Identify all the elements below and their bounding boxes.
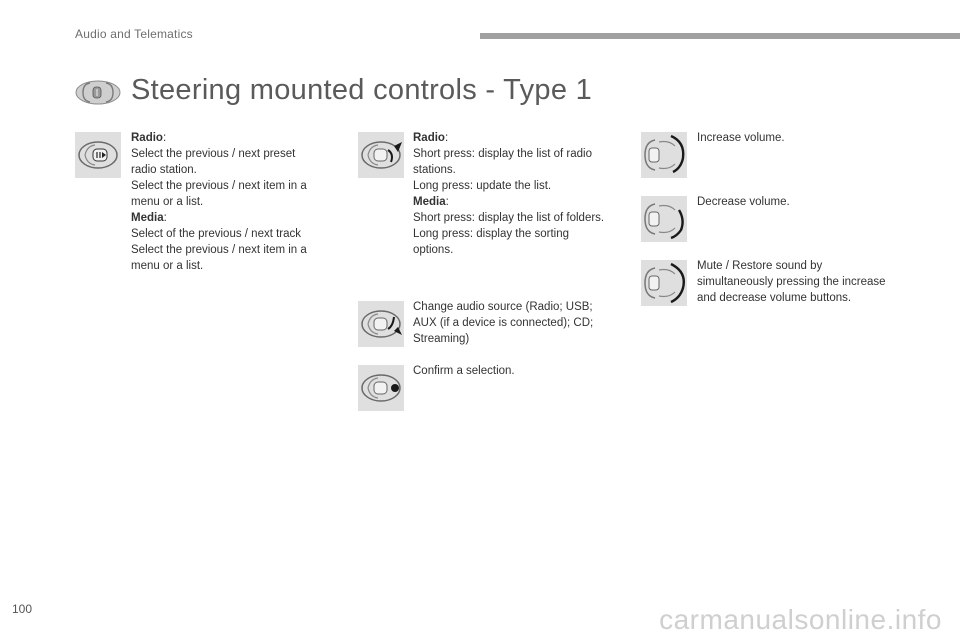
- text-line: AUX (if a device is connected); CD;: [413, 317, 594, 329]
- text-line: Long press: update the list.: [413, 180, 552, 192]
- text-line: Select the previous / next preset: [131, 148, 296, 160]
- radio-media-left-text: [131, 130, 307, 274]
- radio-media-right-text: [413, 130, 604, 258]
- text-line: Short press: display the list of folders.: [413, 212, 605, 224]
- text-line: options.: [413, 244, 454, 256]
- text-line: Select the previous / next item in a: [131, 180, 307, 192]
- text-line: Media:: [131, 212, 167, 224]
- text-line: simultaneously pressing the increase: [697, 276, 886, 288]
- section-label: Audio and Telematics: [75, 27, 193, 41]
- text-line: Short press: display the list of radio: [413, 148, 592, 160]
- steering-wheel-right-icon: [358, 301, 404, 347]
- watermark: carmanualsonline.info: [659, 604, 942, 635]
- header-bar: [480, 33, 960, 39]
- text-line: Select of the previous / next track: [131, 228, 302, 240]
- text-line: and decrease volume buttons.: [697, 292, 852, 304]
- text-line: Change audio source (Radio; USB;: [413, 301, 593, 313]
- text-line: menu or a list.: [131, 196, 204, 208]
- text-line: Streaming): [413, 333, 470, 345]
- volume-down-text: [697, 194, 790, 210]
- text-line: Mute / Restore sound by: [697, 260, 823, 272]
- text-line: radio station.: [131, 164, 197, 176]
- confirm-text: [413, 363, 515, 379]
- volume-ring-icon: [641, 132, 687, 178]
- steering-wheel-right-icon: [358, 132, 404, 178]
- steering-wheel-left-icon: [75, 132, 121, 178]
- text-line: Long press: display the sorting: [413, 228, 569, 240]
- text-line: Decrease volume.: [697, 196, 790, 208]
- mute-text: [697, 258, 886, 306]
- text-line: stations.: [413, 164, 456, 176]
- volume-ring-icon: [641, 260, 687, 306]
- text-line: Radio:: [131, 132, 167, 144]
- text-line: Confirm a selection.: [413, 365, 515, 377]
- steering-wheel-left-icon: [75, 80, 121, 105]
- source-text: [413, 299, 593, 347]
- page-title: Steering mounted controls - Type 1: [131, 74, 593, 106]
- text-line: Radio:: [413, 132, 449, 144]
- text-line: Media:: [413, 196, 449, 208]
- page-number: 100: [12, 602, 33, 616]
- text-line: Select the previous / next item in a: [131, 244, 307, 256]
- volume-ring-icon: [641, 196, 687, 242]
- steering-wheel-right-icon: [358, 365, 404, 411]
- text-line: menu or a list.: [131, 260, 204, 272]
- text-line: Increase volume.: [697, 132, 785, 144]
- volume-up-text: [697, 130, 785, 146]
